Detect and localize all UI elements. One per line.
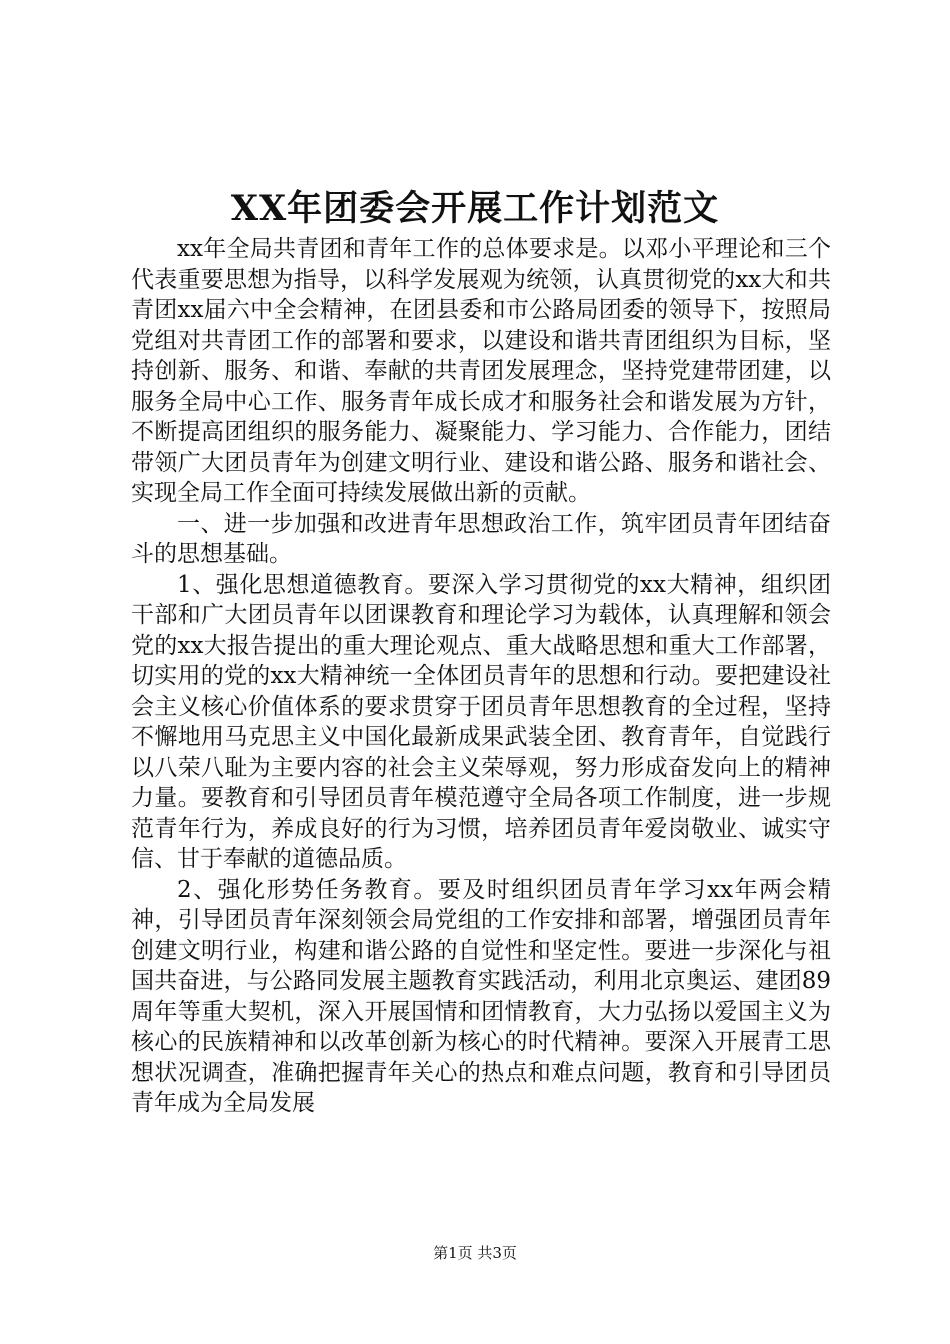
document-title: XX年团委会开展工作计划范文 xyxy=(230,188,720,229)
paragraph-item-1: 1、强化思想道德教育。要深入学习贯彻党的xx大精神，组织团干部和广大团员青年以团课教育和理论学习为载体，认真理解和领会党的xx大报告提出的重大理论观点、重大战略思想和重大工作部署，切实用的党的xx大精神统一全体团员青年的思想和行动。要把建设社会主义核心价值体系的要求贯穿于团员青年思想教育的全过程，坚持不懈地用马克思主义中国化最新成果武装全团、教育青年，自觉践行以八荣八耻为主要内容的社会主义荣辱观，努力形成奋发向上的精神力量。要教育和引导团员青年模范遵守全局各项工作制度，进一步规范青年行为，养成良好的行为习惯，培养团员青年爱岗敬业、诚实守信、甘于奉献的道德品质。 xyxy=(131,571,831,872)
document-body xyxy=(131,234,831,1119)
paragraph-item-2: 2、强化形势任务教育。要及时组织团员青年学习xx年两会精神，引导团员青年深刻领会局党组的工作安排和部署，增强团员青年创建文明行业，构建和谐公路的自觉性和坚定性。要进一步深化与祖国共奋进，与公路同发展主题教育实践活动，利用北京奥运、建团89周年等重大契机，深入开展国情和团情教育，大力弘扬以爱国主义为核心的民族精神和以改革创新为核心的时代精神。要深入开展青工思想状况调查，准确把握青年关心的热点和难点问题，教育和引导团员青年成为全局发展 xyxy=(131,876,831,1116)
page-footer: 第1页 共3页 xyxy=(433,1244,517,1262)
paragraph-section-1-heading: 一、进一步加强和改进青年思想政治工作，筑牢团员青年团结奋斗的思想基础。 xyxy=(131,510,831,567)
paragraph-intro: xx年全局共青团和青年工作的总体要求是。以邓小平理论和三个代表重要思想为指导，以科学发展观为统领，认真贯彻党的xx大和共青团xx届六中全会精神，在团县委和市公路局团委的领导下，按照局党组对共青团工作的部署和要求，以建设和谐共青团组织为目标，坚持创新、服务、和谐、奉献的共青团发展理念，坚持党建带团建，以服务全局中心工作、服务青年成长成才和服务社会和谐发展为方针，不断提高团组织的服务能力、凝聚能力、学习能力、合作能力，团结带领广大团员青年为创建文明行业、建设和谐公路、服务和谐社会、实现全局工作全面可持续发展做出新的贡献。 xyxy=(131,236,831,506)
